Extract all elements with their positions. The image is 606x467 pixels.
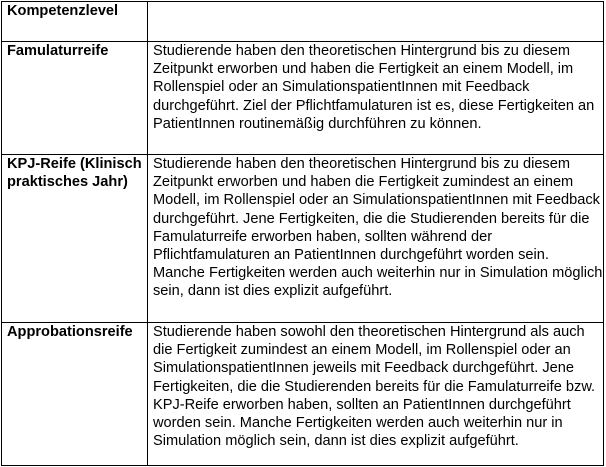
header-kompetenzlevel: Kompetenzlevel bbox=[2, 2, 148, 42]
table-row bbox=[2, 323, 604, 466]
description-kpj-reife: Studierende haben den theoretischen Hintergrund bis zu diesem Zeitpunkt erworben und haben die Fertigkeit zumindest an einem Modell, im Rollenspiel oder an SimulationspatientInnen mit Feedback durchgeführt. Jene Fertigkeiten, die die Studierenden bereits für die Famulaturreife erworben haben, sollten während der Pflichtfamulaturen an PatientInnen durchgeführt worden sein. Manche Fertigkeiten werden auch weiterhin nur in Simulation möglich sein, dann ist dies explizit aufgeführt. bbox=[148, 155, 604, 323]
description-approbationsreife: Studierende haben sowohl den theoretischen Hintergrund als auch die Fertigkeit zumindest an einem Modell, im Rollenspiel oder an SimulationspatientInnen jeweils mit Feedback durchgeführt. Jene Fertigkeiten, die die Studierenden bereits für die Famulaturreife bzw. KPJ-Reife erworben haben, sollten an PatientInnen durchgeführt worden sein. Manche Fertigkeiten werden auch weiterhin nur in Simulation möglich sein, dann ist dies explizit aufgeführt. bbox=[148, 323, 604, 466]
level-famulaturreife: Famulaturreife bbox=[2, 42, 148, 155]
level-approbationsreife: Approbationsreife bbox=[2, 323, 148, 466]
level-kpj-reife: KPJ-Reife (Klinisch praktisches Jahr) bbox=[2, 155, 148, 323]
table-row bbox=[2, 155, 604, 323]
header-empty-cell bbox=[148, 2, 604, 42]
table-row bbox=[2, 42, 604, 155]
competence-level-table bbox=[1, 1, 604, 466]
description-famulaturreife: Studierende haben den theoretischen Hintergrund bis zu diesem Zeitpunkt erworben und haben die Fertigkeit an einem Modell, im Rollenspiel oder an SimulationspatientInnen mit Feedback durchgeführt. Ziel der Pflichtfamulaturen ist es, diese Fertigkeiten an PatientInnen routinemäßig durchführen zu können. bbox=[148, 42, 604, 155]
table-header-row bbox=[2, 2, 604, 42]
